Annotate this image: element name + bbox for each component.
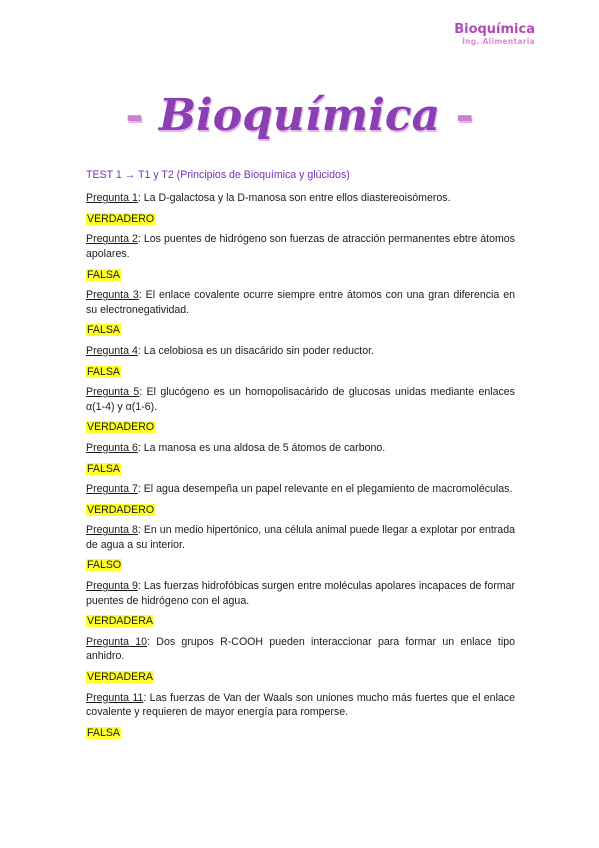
question-body: : En un medio hipertónico, una célula animal puede llegar a explotar por entrada de agua a su interior. <box>86 524 515 551</box>
question-text <box>86 191 515 206</box>
question-label: Pregunta 7 <box>86 483 138 496</box>
corner-header <box>454 22 535 47</box>
question-label: Pregunta 2 <box>86 233 138 246</box>
question-block <box>86 691 515 741</box>
corner-subtitle: Ing. Alimentaria <box>462 37 535 46</box>
question-block <box>86 232 515 282</box>
title-left-dash: - <box>125 90 144 141</box>
test-heading: TEST 1 → T1 y T2 (Principios de Bioquímica y glúcidos) <box>86 169 350 181</box>
corner-brand: Bioquímica <box>454 22 535 37</box>
title-text: Bioquímica <box>158 90 441 141</box>
question-body: : El agua desempeña un papel relevante en el plegamiento de macromoléculas. <box>137 483 513 496</box>
test-content <box>86 168 515 746</box>
answer <box>86 420 515 435</box>
answer <box>86 365 515 380</box>
question-block <box>86 191 515 226</box>
answer-highlight: FALSA <box>87 726 120 739</box>
question-label: Pregunta 5 <box>86 386 140 399</box>
question-text <box>86 482 515 497</box>
answer-highlight: FALSO <box>87 559 122 572</box>
question-body: : El enlace covalente ocurre siempre entre átomos con una gran diferencia en su electronegatividad. <box>86 289 515 316</box>
answer-highlight: VERDADERA <box>87 671 153 684</box>
answer-highlight: FALSA <box>87 365 120 378</box>
question-label: Pregunta 4 <box>86 344 138 357</box>
question-body: : Las fuerzas de Van der Waals son uniones mucho más fuertes que el enlace covalente y requieren de mayor energía para romperse. <box>86 691 516 719</box>
question-body: : Dos grupos R-COOH pueden interaccionar para formar un enlace tipo anhidro. <box>86 635 515 663</box>
question-text <box>86 579 515 608</box>
answer <box>86 268 515 283</box>
question-text <box>86 523 515 552</box>
question-body: : Los puentes de hidrógeno son fuerzas de atracción permanentes ebtre átomos apolares. <box>86 233 515 260</box>
title-right-dash: - <box>455 90 474 141</box>
question-block <box>86 344 515 379</box>
question-body: : La manosa es una aldosa de 5 átomos de carbono. <box>137 441 386 454</box>
answer <box>86 323 515 338</box>
answer <box>86 670 515 685</box>
question-text <box>86 691 515 720</box>
question-text <box>86 385 515 414</box>
question-block <box>86 288 515 338</box>
question-label: Pregunta 10 <box>86 635 148 648</box>
question-text <box>86 344 515 359</box>
question-text <box>86 441 515 456</box>
answer-highlight: VERDADERO <box>87 503 155 516</box>
answer-highlight: VERDADERA <box>87 615 153 628</box>
page-title <box>0 86 599 146</box>
answer-highlight: VERDADERO <box>87 421 155 434</box>
question-label: Pregunta 8 <box>86 524 138 537</box>
question-block <box>86 635 515 685</box>
answer <box>86 212 515 227</box>
question-label: Pregunta 1 <box>86 192 138 205</box>
answer <box>86 614 515 629</box>
answer <box>86 462 515 477</box>
question-text <box>86 635 515 664</box>
answer-highlight: FALSA <box>87 324 120 337</box>
question-label: Pregunta 9 <box>86 580 138 593</box>
question-block <box>86 482 515 517</box>
question-text <box>86 232 515 261</box>
answer-highlight: FALSA <box>87 462 120 475</box>
question-label: Pregunta 11 <box>86 691 144 704</box>
question-block <box>86 385 515 435</box>
question-label: Pregunta 3 <box>86 289 139 302</box>
answer <box>86 558 515 573</box>
answer <box>86 503 515 518</box>
answer-highlight: VERDADERO <box>87 212 155 225</box>
question-block <box>86 523 515 573</box>
question-block <box>86 579 515 629</box>
question-text <box>86 288 515 317</box>
question-body: : La celobiosa es un disacárido sin poder reductor. <box>137 344 374 357</box>
question-body: : El glucógeno es un homopolisacárido de glucosas unidas mediante enlaces α(1-4) y α(1-6). <box>86 386 515 413</box>
question-label: Pregunta 6 <box>86 441 138 454</box>
answer <box>86 726 515 741</box>
question-body: : Las fuerzas hidrofóbicas surgen entre moléculas apolares incapaces de formar puentes de hidrógeno con el agua. <box>86 580 515 607</box>
question-body: : La D-galactosa y la D-manosa son entre ellos diastereoisómeros. <box>137 192 451 205</box>
answer-highlight: FALSA <box>87 268 120 281</box>
question-block <box>86 441 515 476</box>
